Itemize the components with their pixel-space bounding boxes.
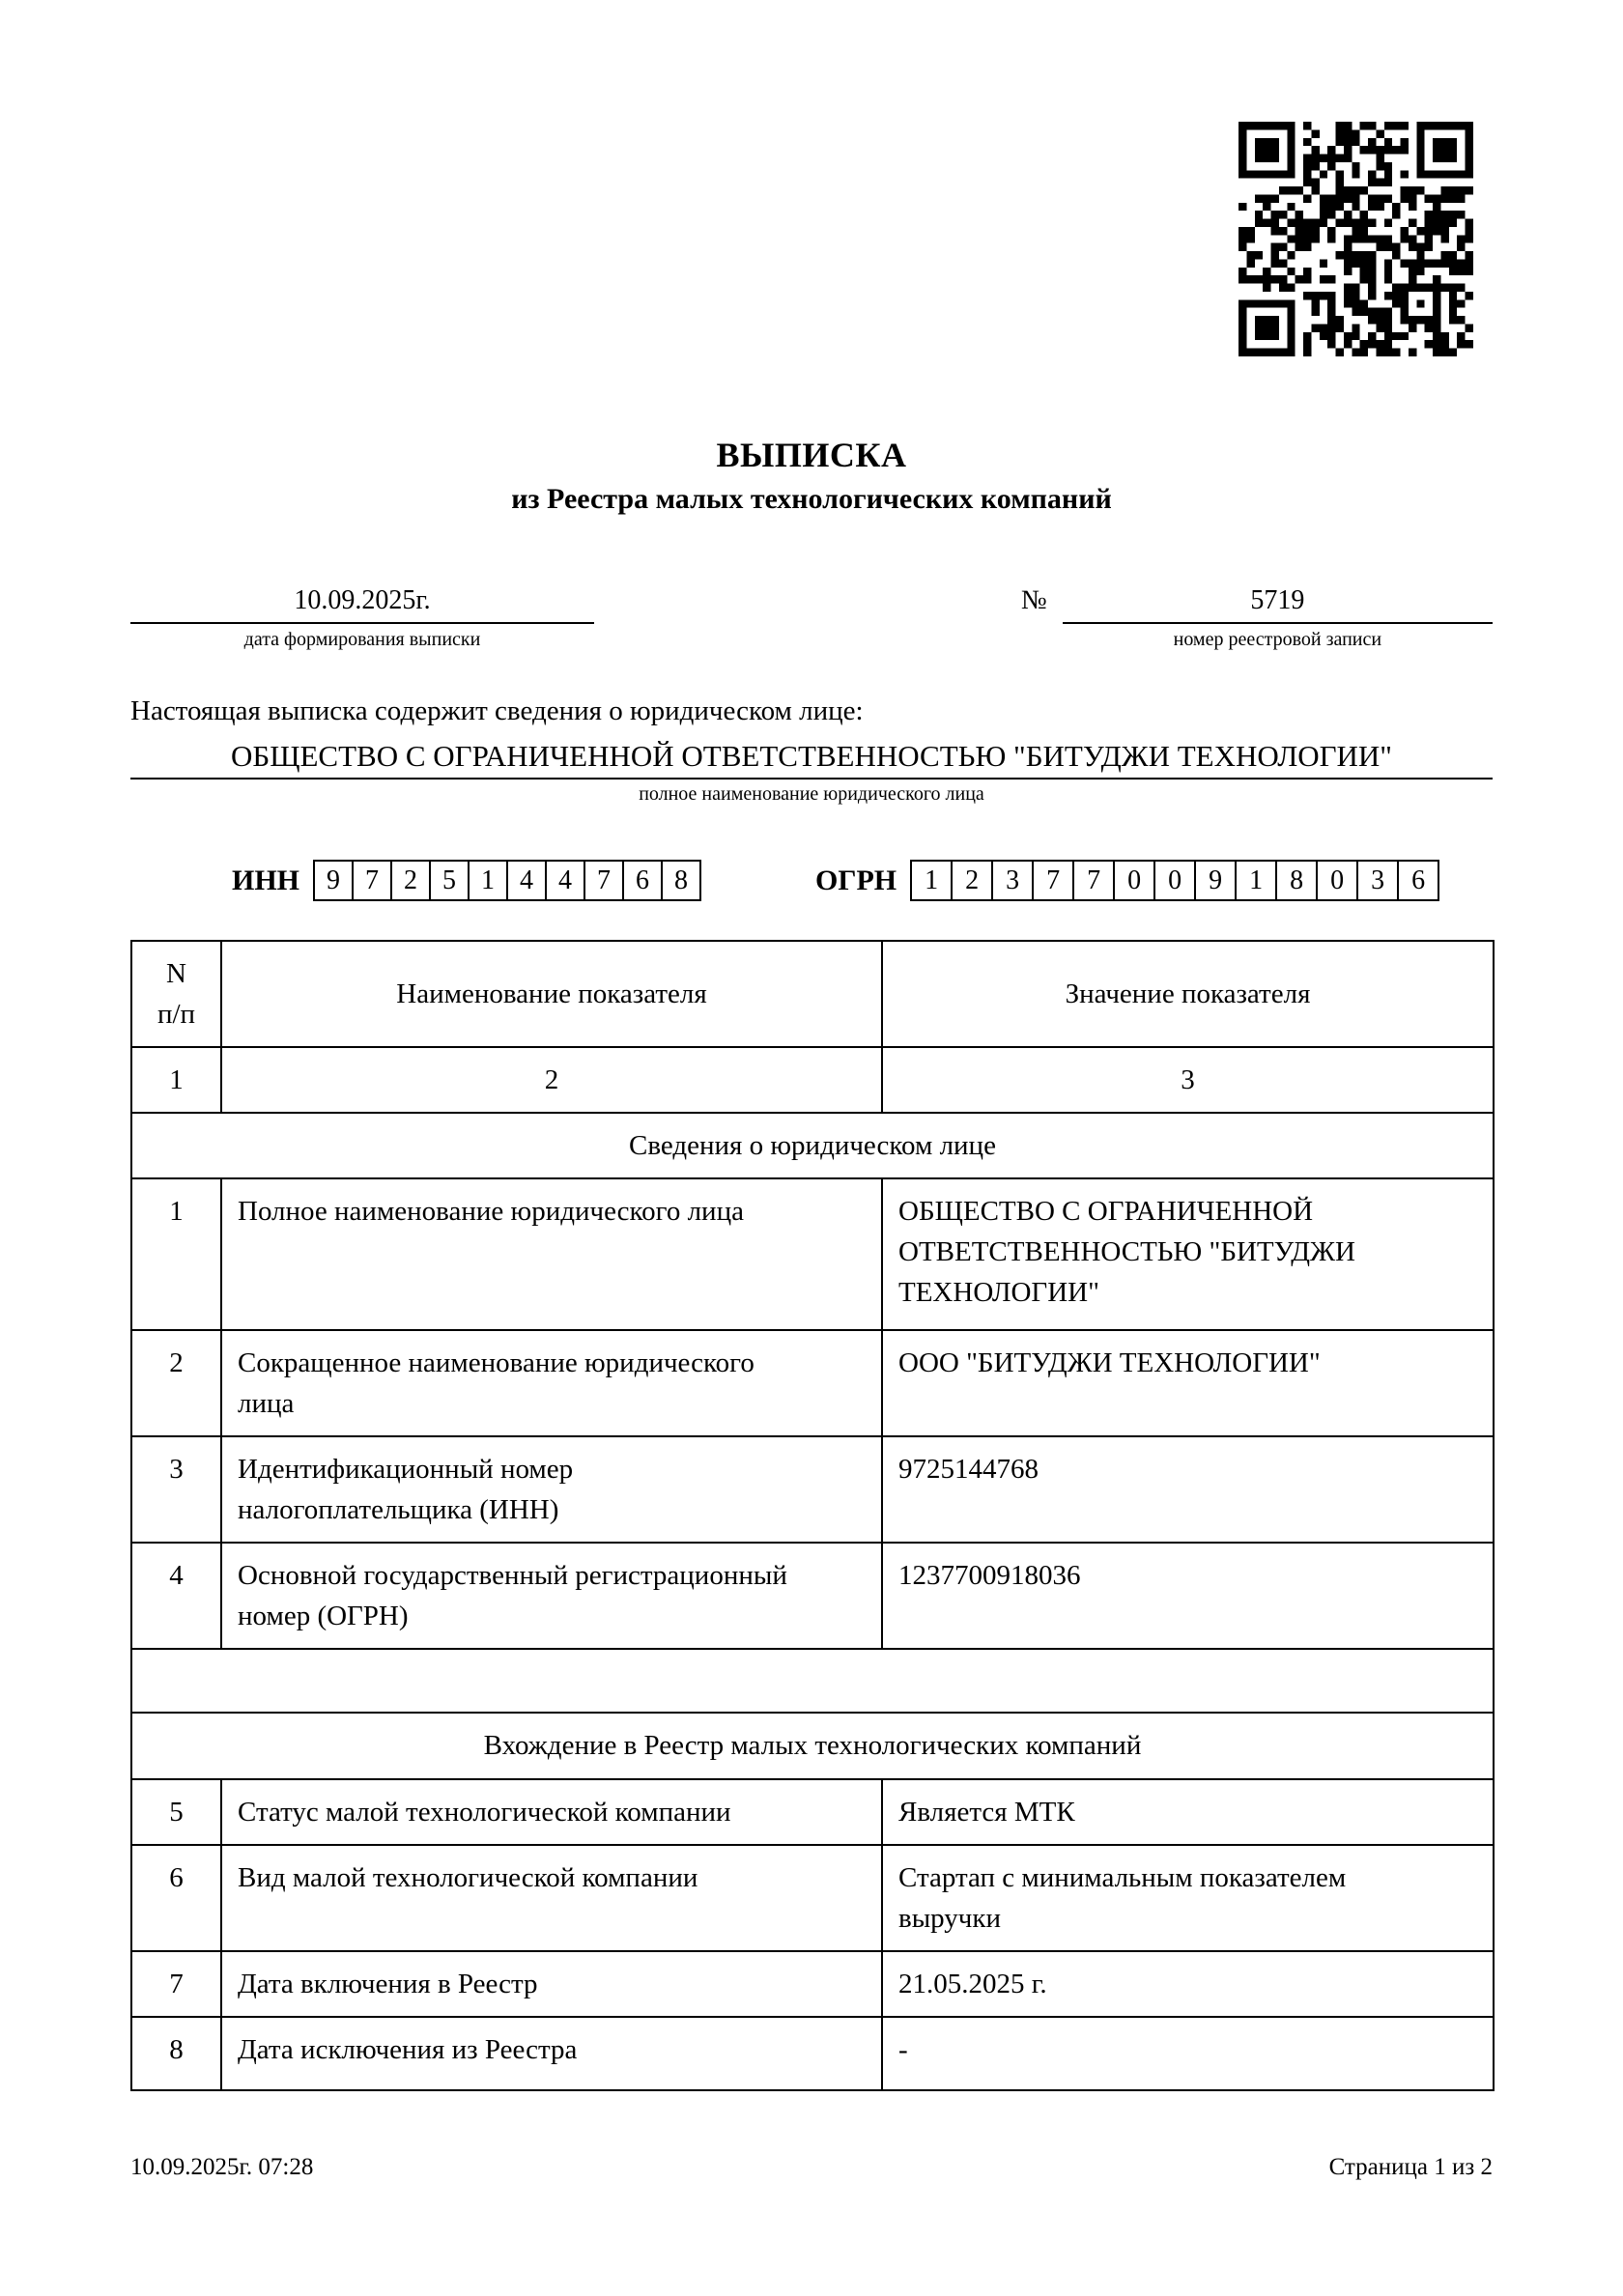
ogrn-digit: 3 [1356,860,1399,901]
table-row [131,1330,1494,1436]
table-row [131,1779,1494,1845]
intro-text: Настоящая выписка содержит сведения о юридическом лице: [130,695,864,726]
ogrn-digit-boxes [910,860,1439,901]
row-number: 4 [131,1543,221,1649]
row-name: Статус малой технологической компании [221,1779,882,1845]
footer-page-indicator: Страница 1 из 2 [1328,2154,1493,2180]
footer-datetime: 10.09.2025г. 07:28 [130,2154,314,2180]
col-header-num-line1: N [166,958,186,989]
row-name: Идентификационный номер налогоплательщика (ИНН) [221,1436,882,1543]
row-name: Полное наименование юридического лица [221,1178,882,1330]
inn-digit: 7 [352,860,392,901]
ogrn-digit: 0 [1153,860,1196,901]
col-number-1: 1 [131,1047,221,1113]
col-header-value: Значение показателя [882,941,1494,1047]
table-row [131,1951,1494,2017]
ogrn-digit: 2 [951,860,993,901]
row-number: 2 [131,1330,221,1436]
section-title-registry-entry: Вхождение в Реестр малых технологических компаний [131,1713,1494,1778]
number-sign: № [1021,585,1047,615]
section-header-row [131,1713,1494,1778]
inn-digit: 6 [622,860,663,901]
row-number: 3 [131,1436,221,1543]
table-row [131,2017,1494,2090]
ogrn-digit: 7 [1032,860,1074,901]
inn-label: ИНН [232,864,300,896]
row-value: Стартап с минимальным показателем выручки [882,1845,1494,1951]
row-name: Дата исключения из Реестра [221,2017,882,2090]
details-table [130,940,1495,2091]
inn-digit: 4 [506,860,547,901]
row-name: Основной государственный регистрационный номер (ОГРН) [221,1543,882,1649]
row-value: 9725144768 [882,1436,1494,1543]
row-name: Дата включения в Реестр [221,1951,882,2017]
row-value: Является МТК [882,1779,1494,1845]
issue-date-label: дата формирования выписки [243,629,481,650]
row-value: 1237700918036 [882,1543,1494,1649]
ogrn-digit: 1 [910,860,953,901]
inn-digit: 8 [661,860,701,901]
table-row [131,1543,1494,1649]
registry-number-value: 5719 [1063,585,1493,624]
issue-date-value: 10.09.2025г. [130,585,594,624]
inn-digit-boxes [313,860,701,901]
col-number-3: 3 [882,1047,1494,1113]
row-name: Вид малой технологической компании [221,1845,882,1951]
col-header-name: Наименование показателя [221,941,882,1047]
row-number: 6 [131,1845,221,1951]
row-number: 7 [131,1951,221,2017]
section-header-row [131,1113,1494,1178]
document-title: ВЫПИСКА [716,436,907,474]
table-row [131,1845,1494,1951]
section-title-legal-entity: Сведения о юридическом лице [131,1113,1494,1178]
row-number: 8 [131,2017,221,2090]
qr-code [1239,122,1473,356]
page-footer [130,2154,1493,2181]
ogrn-digit: 0 [1113,860,1155,901]
empty-row [131,1649,1494,1713]
row-number: 1 [131,1178,221,1330]
table-header-row [131,941,1494,1047]
row-number: 5 [131,1779,221,1845]
meta-row [130,585,1493,651]
inn-digit: 2 [390,860,431,901]
ogrn-digit: 7 [1072,860,1115,901]
ogrn-digit: 3 [991,860,1034,901]
row-value: ОБЩЕСТВО С ОГРАНИЧЕННОЙ ОТВЕТСТВЕННОСТЬЮ "БИТУДЖИ ТЕХНОЛОГИИ" [882,1178,1494,1330]
row-name: Сокращенное наименование юридического лица [221,1330,882,1436]
col-header-num-line2: п/п [157,999,196,1031]
column-number-row [131,1047,1494,1113]
row-value: - [882,2017,1494,2090]
empty-cell [131,1649,1494,1713]
inn-digit: 1 [468,860,508,901]
inn-digit: 7 [584,860,624,901]
title-block [130,435,1493,516]
ogrn-digit: 1 [1235,860,1277,901]
company-name-label: полное наименование юридического лица [639,783,984,805]
codes-row [130,860,1493,901]
row-value: 21.05.2025 г. [882,1951,1494,2017]
issue-date-block [130,585,594,651]
inn-digit: 5 [429,860,470,901]
ogrn-digit: 8 [1275,860,1318,901]
ogrn-digit: 0 [1316,860,1358,901]
col-header-num [131,941,221,1047]
table-row [131,1436,1494,1543]
registry-number-block [1021,585,1493,651]
ogrn-label: ОГРН [815,864,897,896]
inn-digit: 4 [545,860,585,901]
table-row [131,1178,1494,1330]
row-value: ООО "БИТУДЖИ ТЕХНОЛОГИИ" [882,1330,1494,1436]
company-name: ОБЩЕСТВО С ОГРАНИЧЕННОЙ ОТВЕТСТВЕННОСТЬЮ "БИТУДЖИ ТЕХНОЛОГИИ" [130,739,1493,780]
inn-digit: 9 [313,860,354,901]
company-block [130,739,1493,806]
registry-number-label: номер реестровой записи [1173,629,1382,650]
col-number-2: 2 [221,1047,882,1113]
ogrn-digit: 9 [1194,860,1237,901]
document-subtitle: из Реестра малых технологических компаний [511,483,1112,515]
ogrn-digit: 6 [1397,860,1439,901]
